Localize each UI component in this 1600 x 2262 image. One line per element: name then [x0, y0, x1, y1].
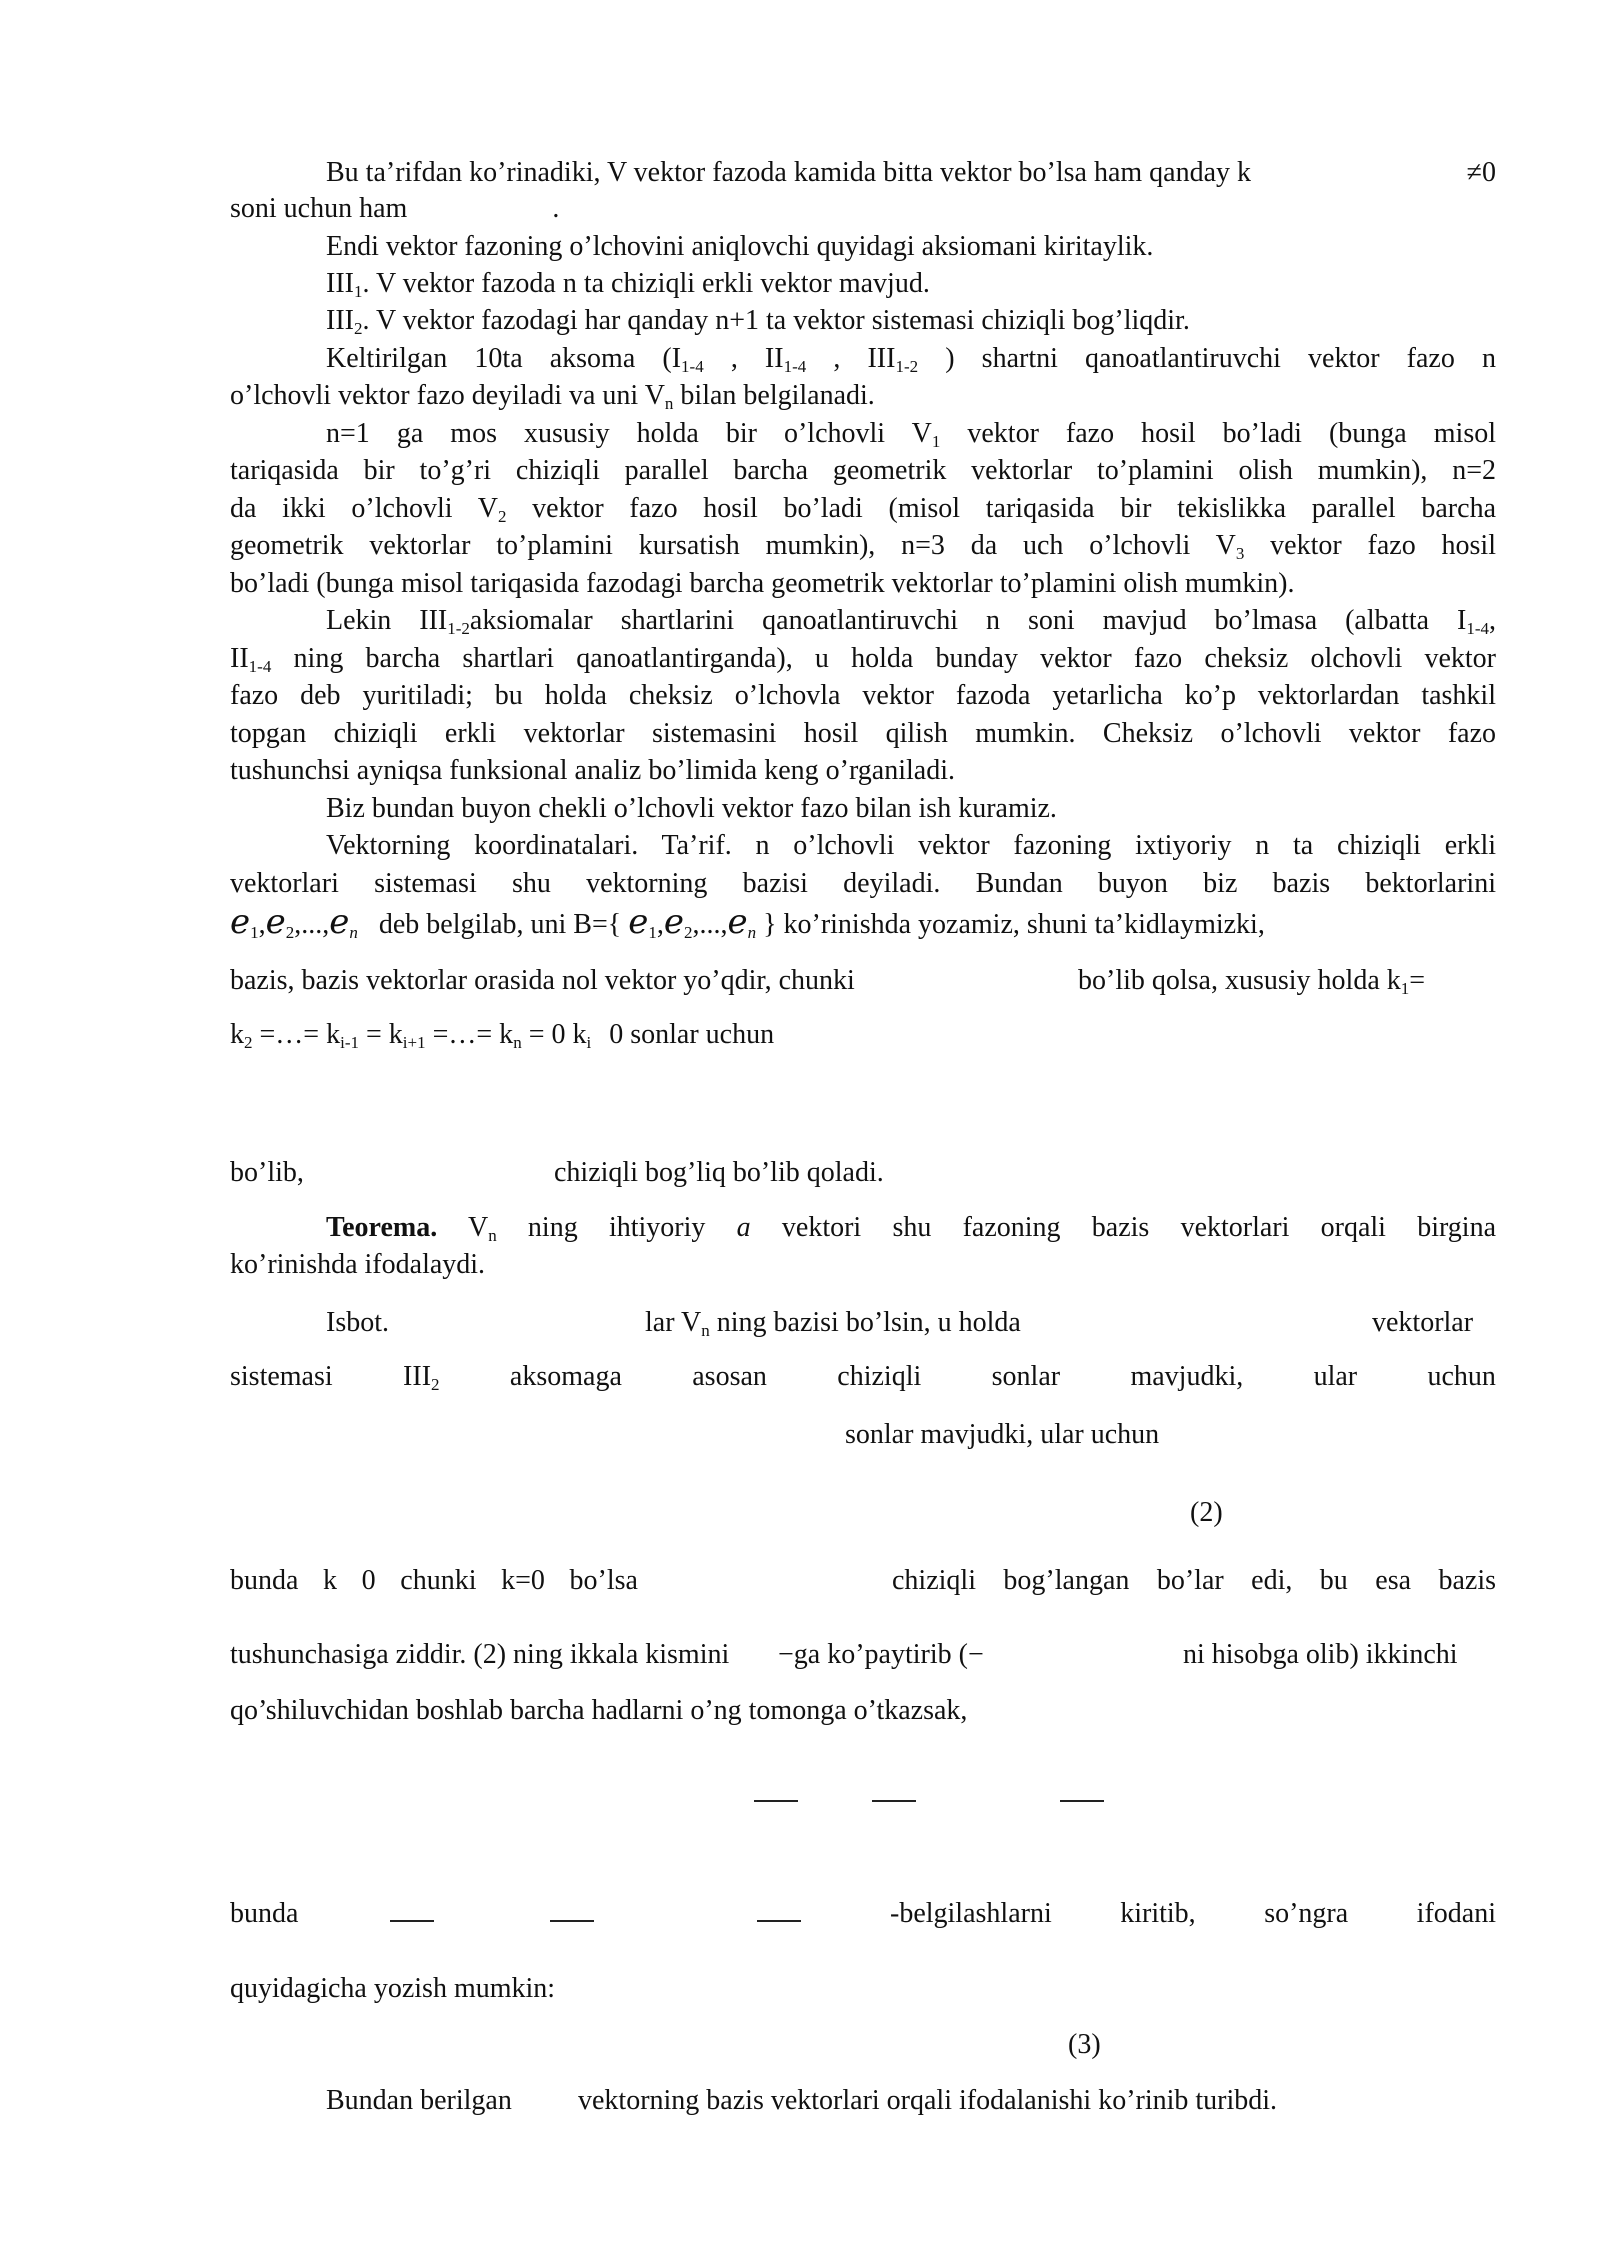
text: Biz bundan buyon chekli o’lchovli vektor fazo bilan ish kuramiz. — [326, 793, 1057, 824]
text: sistemasi — [230, 1361, 333, 1392]
subscript: 2 — [497, 507, 507, 526]
text: ifodani — [1416, 1898, 1496, 1929]
text: bilan belgilanadi. — [673, 380, 875, 411]
subscript: 1-4 — [681, 357, 704, 376]
paragraph-line — [326, 790, 1496, 827]
text: III — [326, 305, 354, 336]
subscript: 3 — [1235, 544, 1245, 563]
text: = 0 k — [521, 1019, 587, 1050]
paragraph-line — [230, 190, 1496, 227]
equation-number: (2) — [1190, 1497, 1223, 1528]
text: chiziqli bog’langan bo’lar edi, bu esa bazis — [892, 1565, 1496, 1596]
text: ,..., — [294, 909, 330, 940]
math-symbol: e — [727, 902, 748, 942]
fraction-bar — [390, 1920, 434, 1922]
subscript: 1 — [648, 923, 657, 942]
text: −ga ko’paytirib (− — [778, 1639, 984, 1670]
text: vektor fazo hosil bo’ladi (bunga misol — [940, 418, 1496, 449]
text: III — [326, 268, 354, 299]
text: geometrik vektorlar to’plamini kursatish mumkin), n=3 da uch o’lchovli V — [230, 530, 1236, 561]
text: ,..., — [692, 909, 728, 940]
text: Bundan berilgan — [326, 2085, 512, 2116]
paragraph-line — [326, 602, 1496, 639]
text: aksiomalar shartlarini qanoatlantiruvchi n soni mavjud bo’lmasa (albatta I — [469, 605, 1467, 636]
text: =…= k — [252, 1019, 341, 1050]
text: , — [1489, 605, 1496, 636]
math-symbol: e — [628, 902, 649, 942]
text: deb belgilab, uni B={ — [378, 909, 622, 940]
text: vektori shu fazoning bazis vektorlari orqali birgina — [750, 1212, 1497, 1243]
text: =…= k — [425, 1019, 514, 1050]
paragraph-line — [230, 452, 1496, 489]
subscript: 2 — [431, 1375, 440, 1394]
text: topgan chiziqli erkli vektorlar sistemasini hosil qilish mumkin. Cheksiz o’lchovli vektor fazo — [230, 718, 1496, 749]
text: 0 sonlar uchun — [609, 1019, 775, 1050]
subscript: 2 — [285, 923, 295, 942]
paragraph-line — [326, 415, 1496, 452]
text: ni hisobga olib) ikkinchi — [1183, 1639, 1458, 1670]
subscript: 1-2 — [895, 357, 919, 376]
paragraph-line — [230, 677, 1496, 714]
text: bo’lsa — [569, 1565, 638, 1596]
text: ning barcha shartlari qanoatlantirganda), u holda bunday vektor fazo cheksiz olchovli vektor — [271, 643, 1496, 674]
text: -belgilashlarni — [890, 1898, 1052, 1929]
text: bo’lib qolsa, xususiy holda k — [1078, 965, 1401, 996]
text: bo’lib, — [230, 1157, 304, 1188]
text: tushunchsi ayniqsa funksional analiz bo’limida keng o’rganiladi. — [230, 755, 955, 786]
text: bunda — [230, 1898, 299, 1929]
paragraph-line — [230, 640, 1496, 677]
basis-vectors — [230, 902, 365, 942]
math-symbol: e — [663, 902, 684, 942]
paragraph-fragment — [1078, 962, 1425, 999]
text: k=0 — [501, 1565, 545, 1596]
subscript: i-1 — [340, 1033, 359, 1052]
text: lar V — [645, 1307, 702, 1338]
paragraph-line — [230, 752, 1496, 789]
text: 0 — [361, 1565, 376, 1596]
text: , — [258, 909, 266, 940]
text: fazo deb yuritiladi; bu holda cheksiz o’lchovla vektor fazoda yetarlicha ko’p vektorlardan tashkil — [230, 680, 1496, 711]
text: uchun — [1427, 1361, 1496, 1392]
text: chiziqli — [837, 1361, 922, 1392]
paragraph-line — [230, 565, 1496, 602]
subscript: n — [747, 923, 757, 942]
fraction-bar — [1060, 1800, 1104, 1802]
subscript: 1-2 — [447, 619, 470, 638]
text: asosan — [692, 1361, 767, 1392]
text: = k — [358, 1019, 403, 1050]
text — [403, 1358, 439, 1395]
subscript: 1 — [1400, 979, 1410, 998]
text: vektorlari sistemasi shu vektorning bazisi deyiladi. Bundan buyon biz bazis bektorlarini — [230, 868, 1496, 899]
text: aksomaga — [509, 1361, 622, 1392]
text: Keltirilgan 10ta aksoma (I — [326, 343, 682, 374]
math-symbol: e — [265, 902, 286, 942]
text: quyidagicha yozish mumkin: — [230, 1973, 556, 2004]
theorem-label: Teorema. — [326, 1212, 438, 1243]
math-symbol: a — [736, 1212, 751, 1243]
text: ning ihtiyoriy — [496, 1212, 706, 1243]
text: k — [323, 1565, 338, 1596]
text: vektorlar — [1372, 1307, 1474, 1338]
text: , II — [703, 343, 784, 374]
text: ko’rinishda ifodalaydi. — [230, 1249, 486, 1280]
subscript: i — [586, 1033, 592, 1052]
text: vektorning bazis vektorlari orqali ifodalanishi ko’rinib turibdi. — [578, 2085, 1278, 2116]
text: chunki — [400, 1565, 477, 1596]
text: Vektorning koordinatalari. Ta’rif. n o’lchovli vektor fazoning ixtiyoriy n ta chiziqli erkli — [326, 830, 1496, 861]
text: ≠0 — [1466, 157, 1496, 188]
text: soni uchun ham — [230, 193, 408, 224]
basis-vectors — [628, 902, 763, 942]
subscript: 1 — [250, 923, 259, 942]
text: = — [1409, 965, 1426, 996]
paragraph-line — [230, 1246, 1496, 1283]
text: chiziqli bog’liq bo’lib qoladi. — [554, 1157, 884, 1188]
fraction-bar — [757, 1920, 801, 1922]
paragraph-line — [230, 490, 1496, 527]
subscript: 1 — [353, 282, 363, 301]
paragraph-fragment — [230, 1016, 774, 1053]
paragraph-line — [230, 1358, 1496, 1395]
text: ) shartni qanoatlantiruvchi vektor fazo n — [918, 343, 1496, 374]
subscript: 1-4 — [783, 357, 807, 376]
text: } ko’rinishda yozamiz, shuni ta’kidlaymizki, — [763, 909, 1265, 940]
math-symbol: e — [329, 902, 350, 942]
text: , — [656, 909, 664, 940]
fraction-bar — [872, 1800, 916, 1802]
subscript: 1 — [931, 432, 941, 451]
paragraph-line — [326, 265, 1496, 302]
paragraph-fragment — [230, 1562, 638, 1599]
subscript: n — [349, 923, 358, 942]
fraction-bar — [754, 1800, 798, 1802]
text: ular — [1313, 1361, 1358, 1392]
text: sonlar — [991, 1361, 1061, 1392]
paragraph-line — [230, 904, 1496, 943]
text: bunda — [230, 1565, 299, 1596]
theorem-line — [326, 1209, 1496, 1246]
text: o’lchovli vektor fazo deyiladi va uni V — [230, 380, 665, 411]
text: bazis, bazis vektorlar orasida nol vektor yo’qdir, chunki — [230, 965, 855, 996]
equation-number: (3) — [1068, 2029, 1101, 2060]
text: k — [230, 1019, 244, 1050]
subscript: i+1 — [402, 1033, 426, 1052]
paragraph-fragment — [645, 1304, 1021, 1341]
paragraph-line — [326, 827, 1496, 864]
proof-label: Isbot. — [326, 1307, 389, 1338]
text: mavjudki, — [1130, 1361, 1244, 1392]
text: ning bazisi bo’lsin, u holda — [709, 1307, 1021, 1338]
text: III — [403, 1361, 432, 1392]
paragraph-line — [326, 340, 1496, 377]
text: , III — [806, 343, 896, 374]
subscript: 1-4 — [248, 657, 272, 676]
paragraph-line — [326, 302, 1496, 339]
text: V — [437, 1212, 489, 1243]
fraction-bar — [550, 1920, 594, 1922]
subscript: n — [664, 394, 674, 413]
text: II — [230, 643, 249, 674]
subscript: 2 — [683, 923, 693, 942]
paragraph-line — [230, 527, 1496, 564]
text: da ikki o’lchovli V — [230, 493, 498, 524]
text: . V vektor fazoda n ta chiziqli erkli vektor mavjud. — [362, 268, 930, 299]
text: Lekin III — [326, 605, 448, 636]
paragraph-line — [230, 377, 1496, 414]
subscript: 2 — [353, 319, 363, 338]
paragraph-line — [230, 715, 1496, 752]
text: tushunchasiga ziddir. (2) ning ikkala kismini — [230, 1639, 730, 1670]
subscript: n — [488, 1226, 497, 1245]
text: . — [552, 193, 560, 224]
subscript: n — [701, 1321, 710, 1340]
paragraph-line — [326, 228, 1496, 265]
subscript: 1-4 — [1466, 619, 1489, 638]
text: Endi vektor fazoning o’lchovini aniqlovchi quyidagi aksiomani kiritaylik. — [326, 231, 1154, 262]
text: n=1 ga mos xususiy holda bir o’lchovli V — [326, 418, 932, 449]
text: bo’ladi (bunga misol tariqasida fazodagi barcha geometrik vektorlar to’plamini olish mumkin). — [230, 568, 1295, 599]
text: kiritib, — [1120, 1898, 1196, 1929]
math-symbol: e — [230, 902, 251, 942]
paragraph-line — [230, 865, 1496, 902]
subscript: 2 — [244, 1033, 253, 1052]
text: so’ngra — [1264, 1898, 1349, 1929]
paragraph-line — [326, 154, 1496, 191]
text: vektor fazo hosil — [1244, 530, 1496, 561]
text: qo’shiluvchidan boshlab barcha hadlarni o’ng tomonga o’tkazsak, — [230, 1695, 968, 1726]
text: vektor fazo hosil bo’ladi (misol tariqasida bir tekislikka parallel barcha — [506, 493, 1496, 524]
text: tariqasida bir to’g’ri chiziqli parallel barcha geometrik vektorlar to’plamini olish mumkin), n=2 — [230, 455, 1496, 486]
text: Bu ta’rifdan ko’rinadiki, V vektor fazoda kamida bitta vektor bo’lsa ham qanday k — [326, 157, 1252, 188]
paragraph-fragment — [890, 1895, 1496, 1932]
text: . V vektor fazodagi har qanday n+1 ta vektor sistemasi chiziqli bog’liqdir. — [362, 305, 1190, 336]
text: sonlar mavjudki, ular uchun — [845, 1419, 1160, 1450]
subscript: n — [513, 1033, 522, 1052]
